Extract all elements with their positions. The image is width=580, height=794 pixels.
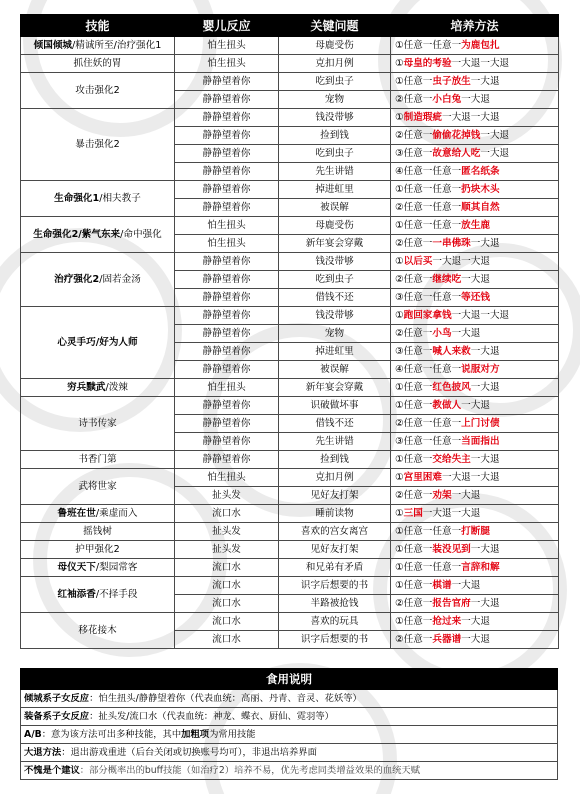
- training-method-cell: [391, 271, 559, 289]
- method-step: 一大退一大退: [451, 58, 510, 69]
- table-row: [21, 469, 559, 487]
- skill-text: 鲁班在世: [57, 508, 96, 519]
- method-step: ②任意一: [395, 130, 433, 141]
- training-method-cell: [391, 487, 559, 505]
- training-method-cell: [391, 595, 559, 613]
- table-row: [21, 73, 559, 91]
- method-step: ①: [395, 508, 404, 519]
- infant-reaction-cell: 静静望着你: [175, 253, 279, 271]
- training-method-cell: [391, 505, 559, 523]
- infant-reaction-cell: 静静望着你: [175, 271, 279, 289]
- infant-reaction-cell: 静静望着你: [175, 73, 279, 91]
- note-key: A/B: [24, 729, 42, 740]
- method-choice: 小白兔: [432, 94, 462, 105]
- training-method-cell: [391, 199, 559, 217]
- key-issue-cell: 识字后想要的书: [279, 577, 391, 595]
- training-method-cell: [391, 631, 559, 649]
- skill-cell: [21, 37, 175, 55]
- method-step: 一大退: [480, 148, 510, 159]
- skill-cell: [21, 505, 175, 523]
- method-step: ①任意一: [395, 544, 433, 555]
- skill-text: /泼辣: [105, 382, 128, 393]
- method-choice: 报告官府: [432, 598, 471, 609]
- infant-reaction-cell: 静静望着你: [175, 433, 279, 451]
- infant-reaction-cell: 静静望着你: [175, 397, 279, 415]
- skill-text: /梨园常客: [95, 562, 138, 573]
- key-issue-cell: 钱没带够: [279, 109, 391, 127]
- method-choice: 装没见到: [432, 544, 471, 555]
- infant-reaction-cell: 静静望着你: [175, 181, 279, 199]
- method-step: ②任意一任意一: [395, 418, 462, 429]
- skill-text: 抓住妖的胃: [73, 58, 122, 69]
- method-step: ①: [395, 256, 404, 267]
- method-step: ③任意一: [395, 148, 433, 159]
- table-row: [21, 181, 559, 199]
- skill-text: /精诚所至/治疗强化1: [72, 40, 162, 51]
- skill-cell: [21, 541, 175, 559]
- method-step: 一大退: [451, 328, 481, 339]
- infant-reaction-cell: 静静望着你: [175, 127, 279, 145]
- method-step: 一大退: [461, 94, 490, 105]
- skill-cell: [21, 469, 175, 505]
- table-row: [21, 397, 559, 415]
- infant-reaction-cell: 扯头发: [175, 523, 279, 541]
- training-method-cell: [391, 343, 559, 361]
- note-row: [21, 690, 558, 708]
- training-method-cell: [391, 37, 559, 55]
- table-row: [21, 37, 559, 55]
- table-row: [21, 109, 559, 127]
- skill-text: 生命强化2/紫气东来: [33, 229, 121, 240]
- note-text: ：退出游戏重进（后台关闭或切换账号均可），非退出培养界面: [61, 747, 317, 758]
- skill-text: 书香门第: [78, 454, 117, 465]
- infant-reaction-cell: 流口水: [175, 505, 279, 523]
- infant-reaction-cell: 流口水: [175, 613, 279, 631]
- infant-reaction-cell: 静静望着你: [175, 343, 279, 361]
- infant-reaction-cell: 怕生扭头: [175, 55, 279, 73]
- training-method-cell: [391, 559, 559, 577]
- method-step: ①任意一: [395, 616, 433, 627]
- skill-cell: [21, 307, 175, 379]
- training-method-cell: [391, 361, 559, 379]
- key-issue-cell: 捡到钱: [279, 127, 391, 145]
- method-choice: 顺其自然: [461, 202, 500, 213]
- training-method-cell: [391, 451, 559, 469]
- method-step: ②任意一: [395, 94, 433, 105]
- method-step: 一大退一大退: [432, 256, 490, 267]
- key-issue-cell: 和兄弟有矛盾: [279, 559, 391, 577]
- method-step: 一大退: [451, 490, 481, 501]
- header-training-method: 培养方法: [391, 15, 559, 37]
- table-row: [21, 217, 559, 235]
- infant-reaction-cell: 怕生扭头: [175, 217, 279, 235]
- key-issue-cell: 识字后想要的书: [279, 631, 391, 649]
- method-step: ③任意一: [395, 346, 433, 357]
- method-step: ③任意一任意一: [395, 436, 462, 447]
- training-method-cell: [391, 433, 559, 451]
- method-step: ①任意一: [395, 76, 433, 87]
- infant-reaction-cell: 流口水: [175, 577, 279, 595]
- usage-notes: [20, 668, 558, 780]
- skill-text: /命中强化: [120, 229, 162, 240]
- training-table: [20, 14, 559, 649]
- method-step: ②任意一: [395, 328, 433, 339]
- note-cell: [21, 690, 558, 708]
- method-step: 一大退: [470, 382, 500, 393]
- method-step: 一大退一大退: [451, 310, 510, 321]
- training-method-cell: [391, 307, 559, 325]
- infant-reaction-cell: 扯头发: [175, 487, 279, 505]
- training-method-cell: [391, 217, 559, 235]
- infant-reaction-cell: 怕生扭头: [175, 469, 279, 487]
- method-choice: 兵器谱: [432, 634, 462, 645]
- method-step: ②任意一: [395, 634, 433, 645]
- infant-reaction-cell: 静静望着你: [175, 451, 279, 469]
- key-issue-cell: 见好友打架: [279, 487, 391, 505]
- method-step: 一大退: [461, 274, 490, 285]
- note-cell: [21, 762, 558, 780]
- table-row: [21, 307, 559, 325]
- training-method-cell: [391, 289, 559, 307]
- method-choice: 喊人来救: [432, 346, 471, 357]
- method-step: ①任意一: [395, 382, 433, 393]
- key-issue-cell: 吃到虫子: [279, 271, 391, 289]
- key-issue-cell: 母鹿受伤: [279, 37, 391, 55]
- key-issue-cell: 喜欢的宫女离宫: [279, 523, 391, 541]
- infant-reaction-cell: 静静望着你: [175, 307, 279, 325]
- method-step: ①任意一任意一: [395, 220, 462, 231]
- note-text: ：扯头发/流口水（代表血统：神龙、蝶衣、厨仙、霓羽等）: [89, 711, 334, 722]
- header-skill: 技能: [21, 15, 175, 37]
- key-issue-cell: 母鹿受伤: [279, 217, 391, 235]
- note-key: 不愧是个建议: [24, 765, 80, 776]
- method-step: ①任意一任意一: [395, 40, 462, 51]
- key-issue-cell: 借钱不还: [279, 289, 391, 307]
- table-row: [21, 577, 559, 595]
- note-cell: [21, 744, 558, 762]
- note-row: [21, 762, 558, 780]
- method-step: ②任意一: [395, 490, 433, 501]
- skill-text: /固若金汤: [99, 274, 141, 285]
- table-row: [21, 523, 559, 541]
- table-header-row: [21, 15, 559, 37]
- skill-cell: [21, 253, 175, 307]
- method-step: ②任意一: [395, 274, 433, 285]
- method-step: 一大退: [461, 400, 490, 411]
- skill-text: 暴击强化2: [75, 139, 120, 150]
- method-step: ①任意一: [395, 454, 433, 465]
- skill-text: /不择手段: [95, 589, 138, 600]
- skill-text: 武将世家: [78, 481, 117, 492]
- note-key: 装备系子女反应: [24, 711, 90, 722]
- table-body: [21, 37, 559, 649]
- note-text: ：部分概率出的buff技能（如治疗2）培养不易，优先考虑同类增益效果的血统天赋: [79, 765, 421, 776]
- key-issue-cell: 见好友打架: [279, 541, 391, 559]
- key-issue-cell: 吃到虫子: [279, 145, 391, 163]
- infant-reaction-cell: 静静望着你: [175, 289, 279, 307]
- note-row: [21, 744, 558, 762]
- skill-text: /乘虚而入: [95, 508, 138, 519]
- infant-reaction-cell: 静静望着你: [175, 145, 279, 163]
- skill-cell: [21, 613, 175, 649]
- key-issue-cell: 喜欢的玩具: [279, 613, 391, 631]
- method-choice: 小鸟: [432, 328, 452, 339]
- training-method-cell: [391, 163, 559, 181]
- skill-cell: [21, 73, 175, 109]
- method-choice: 棋谱: [432, 580, 452, 591]
- method-choice: 虫子放生: [432, 76, 471, 87]
- infant-reaction-cell: 怕生扭头: [175, 379, 279, 397]
- infant-reaction-cell: 静静望着你: [175, 109, 279, 127]
- method-step: ④任意一任意一: [395, 364, 462, 375]
- method-choice: 放生鹿: [461, 220, 490, 231]
- method-step: ④任意一任意一: [395, 166, 462, 177]
- skill-cell: [21, 379, 175, 397]
- note-key: 倾城系子女反应: [24, 693, 90, 704]
- training-method-cell: [391, 109, 559, 127]
- key-issue-cell: 新年宴会穿戴: [279, 379, 391, 397]
- table-row: [21, 253, 559, 271]
- infant-reaction-cell: 流口水: [175, 631, 279, 649]
- method-step: ③任意一任意一: [395, 292, 462, 303]
- method-step: 一大退一大退: [441, 472, 500, 483]
- key-issue-cell: 掉进虹里: [279, 343, 391, 361]
- skill-text: 移花接木: [78, 625, 117, 636]
- key-issue-cell: 识破做坏事: [279, 397, 391, 415]
- skill-cell: [21, 523, 175, 541]
- skill-text: 母仪天下: [57, 562, 96, 573]
- method-step: 一大退: [470, 76, 500, 87]
- note-cell: [21, 708, 558, 726]
- key-issue-cell: 睡前读物: [279, 505, 391, 523]
- method-step: ①任意一任意一: [395, 526, 462, 537]
- method-choice: 偷偷花掉钱: [432, 130, 481, 141]
- method-choice: 故意给人吃: [432, 148, 481, 159]
- skill-text: 治疗强化2: [54, 274, 100, 285]
- notes-body: [21, 690, 558, 780]
- note-text: ：意为该方法可出多种技能，其中: [41, 729, 182, 740]
- header-infant-reaction: 婴儿反应: [175, 15, 279, 37]
- notes-header-row: [21, 669, 558, 690]
- training-method-cell: [391, 523, 559, 541]
- method-step: ①: [395, 58, 404, 69]
- method-step: ①任意一: [395, 400, 433, 411]
- method-step: 一大退: [470, 238, 500, 249]
- infant-reaction-cell: 静静望着你: [175, 163, 279, 181]
- key-issue-cell: 钱没带够: [279, 307, 391, 325]
- infant-reaction-cell: 流口水: [175, 595, 279, 613]
- method-step: ②任意一: [395, 238, 433, 249]
- infant-reaction-cell: 静静望着你: [175, 199, 279, 217]
- method-step: 一大退一大退: [441, 112, 500, 123]
- key-issue-cell: 宠物: [279, 91, 391, 109]
- method-choice: 宫里困难: [403, 472, 442, 483]
- infant-reaction-cell: 静静望着你: [175, 361, 279, 379]
- training-method-cell: [391, 577, 559, 595]
- training-method-cell: [391, 91, 559, 109]
- key-issue-cell: 半路被抢钱: [279, 595, 391, 613]
- method-step: ①: [395, 472, 404, 483]
- skill-text: 倾国倾城: [33, 40, 73, 51]
- key-issue-cell: 克扣月例: [279, 55, 391, 73]
- key-issue-cell: 吃到虫子: [279, 73, 391, 91]
- method-step: ①任意一任意一: [395, 562, 462, 573]
- table-row: [21, 505, 559, 523]
- skill-text: /相夫教子: [99, 193, 141, 204]
- method-step: ②任意一任意一: [395, 202, 462, 213]
- key-issue-cell: 被误解: [279, 361, 391, 379]
- method-step: ①任意一: [395, 580, 433, 591]
- training-method-cell: [391, 541, 559, 559]
- skill-cell: [21, 577, 175, 613]
- method-choice: 匿名纸条: [461, 166, 500, 177]
- method-step: ②任意一: [395, 598, 433, 609]
- key-issue-cell: 借钱不还: [279, 415, 391, 433]
- skill-cell: [21, 181, 175, 217]
- skill-cell: [21, 217, 175, 253]
- method-step: 一大退: [451, 580, 481, 591]
- skill-cell: [21, 109, 175, 181]
- header-key-issue: 关键问题: [279, 15, 391, 37]
- method-choice: 跑回家拿钱: [403, 310, 452, 321]
- note-text: ：怕生扭头/静静望着你（代表血统：高丽、丹青、音灵、花妖等）: [89, 693, 362, 704]
- method-choice: 打断腿: [461, 526, 490, 537]
- method-step: ①: [395, 112, 404, 123]
- method-step: 一大退一大退: [422, 508, 481, 519]
- note-cell: [21, 726, 558, 744]
- training-method-cell: [391, 469, 559, 487]
- training-method-cell: [391, 253, 559, 271]
- table-row: [21, 379, 559, 397]
- method-step: ①: [395, 310, 404, 321]
- skill-cell: [21, 397, 175, 451]
- training-method-cell: [391, 379, 559, 397]
- method-choice: 为鹿包扎: [461, 40, 500, 51]
- method-choice: 等还钱: [461, 292, 490, 303]
- method-step: 一大退: [470, 598, 500, 609]
- infant-reaction-cell: 流口水: [175, 559, 279, 577]
- method-choice: 以后买: [403, 256, 433, 267]
- key-issue-cell: 钱没带够: [279, 253, 391, 271]
- key-issue-cell: 新年宴会穿戴: [279, 235, 391, 253]
- table-row: [21, 541, 559, 559]
- training-method-cell: [391, 55, 559, 73]
- method-choice: 红色披风: [432, 382, 471, 393]
- infant-reaction-cell: 怕生扭头: [175, 37, 279, 55]
- infant-reaction-cell: 静静望着你: [175, 415, 279, 433]
- key-issue-cell: 捡到钱: [279, 451, 391, 469]
- key-issue-cell: 被误解: [279, 199, 391, 217]
- key-issue-cell: 掉进虹里: [279, 181, 391, 199]
- skill-text: 护甲强化2: [75, 544, 120, 555]
- skill-text: 生命强化1: [54, 193, 100, 204]
- notes-title: 食用说明: [21, 669, 558, 690]
- method-choice: 一串佛珠: [432, 238, 471, 249]
- skill-cell: [21, 451, 175, 469]
- skill-cell: [21, 55, 175, 73]
- skill-text: 穷兵黩武: [67, 382, 106, 393]
- method-step: 一大退: [470, 454, 500, 465]
- method-step: 一大退: [470, 544, 500, 555]
- method-choice: 当面指出: [461, 436, 500, 447]
- infant-reaction-cell: 静静望着你: [175, 91, 279, 109]
- training-method-cell: [391, 145, 559, 163]
- method-step: 一大退: [480, 130, 510, 141]
- method-choice: 制造瑕疵: [403, 112, 442, 123]
- training-method-cell: [391, 397, 559, 415]
- note-row: [21, 726, 558, 744]
- training-method-cell: [391, 73, 559, 91]
- training-method-cell: [391, 325, 559, 343]
- method-choice: 上门讨债: [461, 418, 500, 429]
- training-method-cell: [391, 235, 559, 253]
- method-choice: 交给失主: [432, 454, 471, 465]
- method-choice: 继续吃: [432, 274, 462, 285]
- method-step: 一大退: [470, 346, 500, 357]
- note-key: 大退方法: [24, 747, 62, 758]
- skill-text: 摇钱树: [83, 526, 112, 537]
- infant-reaction-cell: 怕生扭头: [175, 235, 279, 253]
- method-choice: 劝架: [432, 490, 452, 501]
- infant-reaction-cell: 静静望着你: [175, 325, 279, 343]
- method-choice: 三国: [403, 508, 423, 519]
- method-step: 一大退: [461, 616, 490, 627]
- skill-text: 心灵手巧/好为人师: [57, 337, 138, 348]
- table-row: [21, 451, 559, 469]
- table-row: [21, 613, 559, 631]
- method-choice: 言辞和解: [461, 562, 500, 573]
- skill-text: 攻击强化2: [75, 85, 120, 96]
- skill-cell: [21, 559, 175, 577]
- method-step: 一大退: [461, 634, 490, 645]
- note-text: 为常用技能: [209, 729, 256, 740]
- table-row: [21, 55, 559, 73]
- training-method-cell: [391, 613, 559, 631]
- key-issue-cell: 先生讲错: [279, 433, 391, 451]
- method-choice: 说服对方: [461, 364, 500, 375]
- key-issue-cell: 宠物: [279, 325, 391, 343]
- method-step: ①任意一任意一: [395, 184, 462, 195]
- note-row: [21, 708, 558, 726]
- table-row: [21, 559, 559, 577]
- skill-text: 诗书传家: [78, 418, 117, 429]
- training-method-cell: [391, 127, 559, 145]
- method-choice: 母皇的考验: [403, 58, 452, 69]
- key-issue-cell: 克扣月例: [279, 469, 391, 487]
- note-text: 加粗项: [181, 729, 210, 740]
- skill-text: 红袖添香: [57, 589, 96, 600]
- method-choice: 抢过来: [432, 616, 462, 627]
- method-choice: 教做人: [432, 400, 462, 411]
- key-issue-cell: 先生讲错: [279, 163, 391, 181]
- training-method-cell: [391, 415, 559, 433]
- training-method-cell: [391, 181, 559, 199]
- method-choice: 扔块木头: [461, 184, 500, 195]
- infant-reaction-cell: 扯头发: [175, 541, 279, 559]
